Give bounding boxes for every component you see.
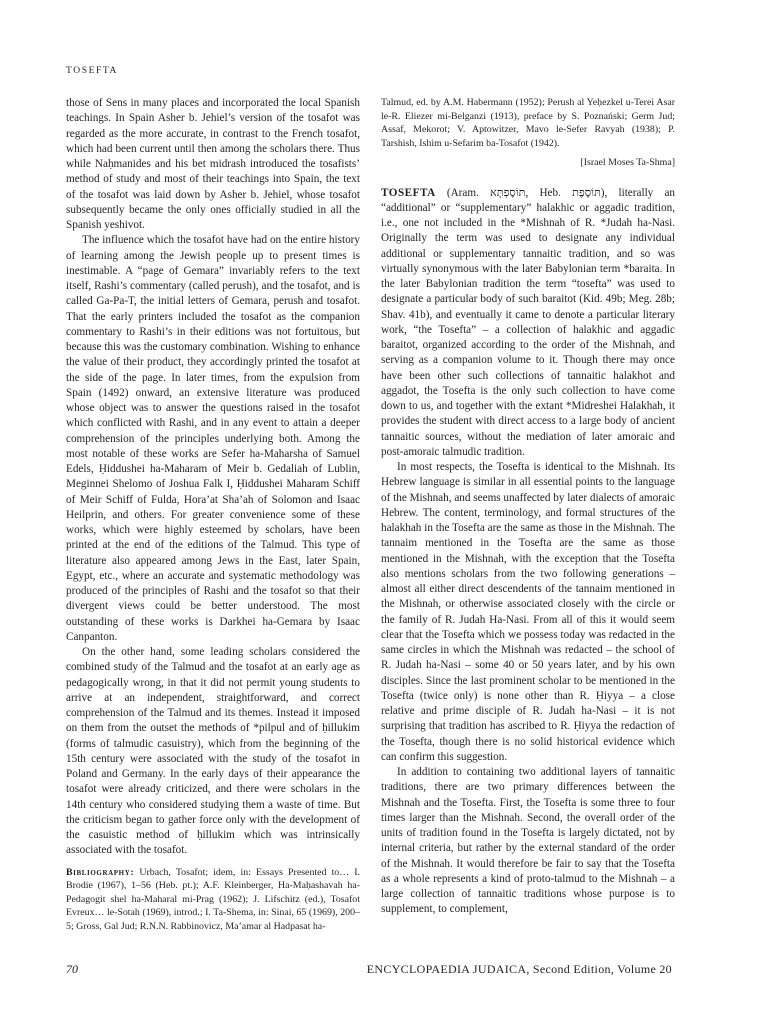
paragraph: The influence which the tosafot have had on the entire history of learning among the Jewish people up to present times is inestimable. A “page of Gemara” invariably refers to the text itself, Rashi’s commentary (called perush), and the tosafot, and is called Ga-Pa-T, the initial letters of Gemara, perush and tosafot. That the early printers included the tosafot as the companion commentary to Rashi’s in their editions was not fortuitous, but because this was the customary combination. Wishing to enhance the value of their product, they accordingly printed the tosafot at the side of the page. In later times, from the expulsion from Spain (1492) onward, an extensive literature was produced whose object was to answer the questions raised in the tosafot which conflicted with Rashi, and in any event to attain a deeper comprehension of the principles underlying both. Among the most notable of these works are Sefer ha-Maharsha of Samuel Edels, Ḥiddushei ha-Maharam of Meir b. Gedaliah of Lublin, Meginnei Shelomo of Joshua Falk I, Ḥiddushei Maharam Schiff of Meir Schiff of Fulda, Hora’at Sha’ah of Solomon and Isaac Heilprin, and others. For greater convenience some of these works, which were highly esteemed by scholars, have been printed at the end of the editions of the Talmud. This type of literature also appeared among Jews in the East, later Spain, Egypt, etc., where an accurate and systematic methodology was produced of the principles of Rashi and the tosafot so that their divergent views could be better understood. The most outstanding of these works is Darkhei ha-Gemara by Isaac Canpanton. [66,234,360,643]
bibliography-text: Urbach, Tosafot; idem, in: Essays Presented to… I. Brodie (1967), 1–56 (Heb. pt.); A.F. Kleinberger, Ha-Maḥashavah ha-Pedagogit shel ha-Maharal mi-Prag (1962); J. Lifschitz (ed.), Tosafot Evreux… le-Sotah (1969), introd.; I. Ta-Shema, in: Sinai, 65 (1969), 200–5; Gross, Gal Jud; R.N.N. Rabbinovicz, Ma’amar al Hadpasat ha- [66,866,360,932]
left-column [66,96,360,933]
right-column [381,96,675,918]
publication-title: ENCYCLOPAEDIA JUDAICA, Second Edition, Volume 20 [366,962,672,976]
entry-headword: TOSEFTA [381,186,436,199]
entry-intro: (Aram. תּוֹסֶפְתָּא, Heb. תּוֹסֶפֶת), literally an “additional” or “supplementary” halakhic or aggadic tradition, i.e., one not included in the *Mishnah of R. *Judah ha-Nasi. Originally the term was used to designate any individual additional or supplementary tannaitic tradition, and so was virtually synonymous with the later Babylonian term *baraita. In the later Babylonian tradition the term “tosefta” was used to designate a particular body of such baraitot (Kid. 49b; Meg. 28b; Shav. 41b), and eventually it came to denote a particular literary work, “the Tosefta” – a collection of halakhic and aggadic baraitot, organized according to the order of the Mishnah, and serving as a companion volume to it. Though there may once have been other such collections of tannaitic halakhot and aggadot, the Tosefta is the only such collection to have come down to us, and together with the extant *Midreshei Halakhah, it provides the student with direct access to a large body of ancient tannaitic sources, without the mediation of later amoraic and post-amoraic talmudic tradition. [381,186,676,458]
paragraph: In addition to containing two additional layers of tannaitic traditions, there are two primary differences between the Mishnah and the Tosefta. First, the Tosefta is some three to four times larger than the Mishnah. Second, the overall order of the units of tradition found in the Tosefta is largely dictated, not by internal criteria, but rather by the external standard of the order of the Mishnah. It would therefore be fair to say that the Tosefta as a whole represents a kind of proto-talmud to the Mishnah – a large collection of tannaitic traditions whose purpose is to supplement, to complement, [381,766,675,916]
bibliography [66,866,360,934]
bibliography-label: Bibliography: [66,866,135,878]
paragraph: those of Sens in many places and incorporated the local Spanish teachings. In Spain Asher b. Jehiel’s version of the tosafot was regarded as the more accurate, in contrast to the French tosafot, which had been current until then among the scholars there. Thus while Naḥmanides and his bet midrash introduced the tosafists’ method of study and most of their teachings into Spain, the text of the tosafot was laid down by Asher b. Jehiel, whose tosafot subsequently became the only ones officially studied in all the Spanish yeshivot. [66,97,360,231]
bibliography-continued: Talmud, ed. by A.M. Habermann (1952); Perush al Yeḥezkel u-Terei Asar le-R. Eliezer mi-Belganzi (1913), preface by S. Poznański; Germ Jud; Assaf, Mekorot; V. Aptowitzer, Mavo le-Sefer Ravyah (1938); P. Tarshish, Ishim u-Sefarim ba-Tosafot (1942). [381,97,675,149]
running-head: TOSEFTA [66,66,118,76]
paragraph: On the other hand, some leading scholars considered the combined study of the Talmud and the tosafot at an early age as pedagogically wrong, in that it did not permit young students to arrive at an independent, straightforward, and correct comprehension of the Talmud and its themes. Instead it imposed on them from the outset the methods of *pilpul and of ḥillukim (forms of talmudic casuistry), which from the beginning of the 15th century were associated with the study of the tosafot in Poland and Germany. In the early days of their appearance the tosafot were already criticized, and there were scholars in the 14th century who considered studying them a waste of time. But the criticism began to gather force only with the development of the casuistic method of ḥillukim which was intrinsically associated with the tosafot. [66,646,360,857]
author-signature: [Israel Moses Ta-Shma] [580,157,675,168]
page-number: 70 [66,962,78,976]
paragraph: In most respects, the Tosefta is identical to the Mishnah. Its Hebrew language is similar in all essential points to the language of the Mishnah, and seems unaffected by later dialects of amoraic Hebrew. The content, terminology, and formal structures of the halakhah in the Tosefta are the same as those in the Mishnah. The tannaim mentioned in the Tosefta are the same as those mentioned in the Mishnah, with the exception that the Tosefta also mentions scholars from the two following generations – almost all either direct descendents of the tannaim mentioned in the Mishnah, or otherwise associated closely with the circle or the family of R. Judah Ha-Nasi. From all of this it would seem clear that the Tosefta which we possess today was redacted in the same circles in which the Mishnah was redacted – the school of R. Judah ha-Nasi – some 40 or 50 years later, and by his own disciples. Since the last prominent scholar to be mentioned in the Tosefta (twice only) is none other than R. Ḥiyya – a close relative and prime disciple of R. Judah ha-Nasi – it is not surprising that tradition has ascribed to R. Ḥiyya the redaction of the Tosefta, though there is no solid historical evidence which can confirm this suggestion. [381,461,675,763]
entry-paragraph [381,186,675,461]
